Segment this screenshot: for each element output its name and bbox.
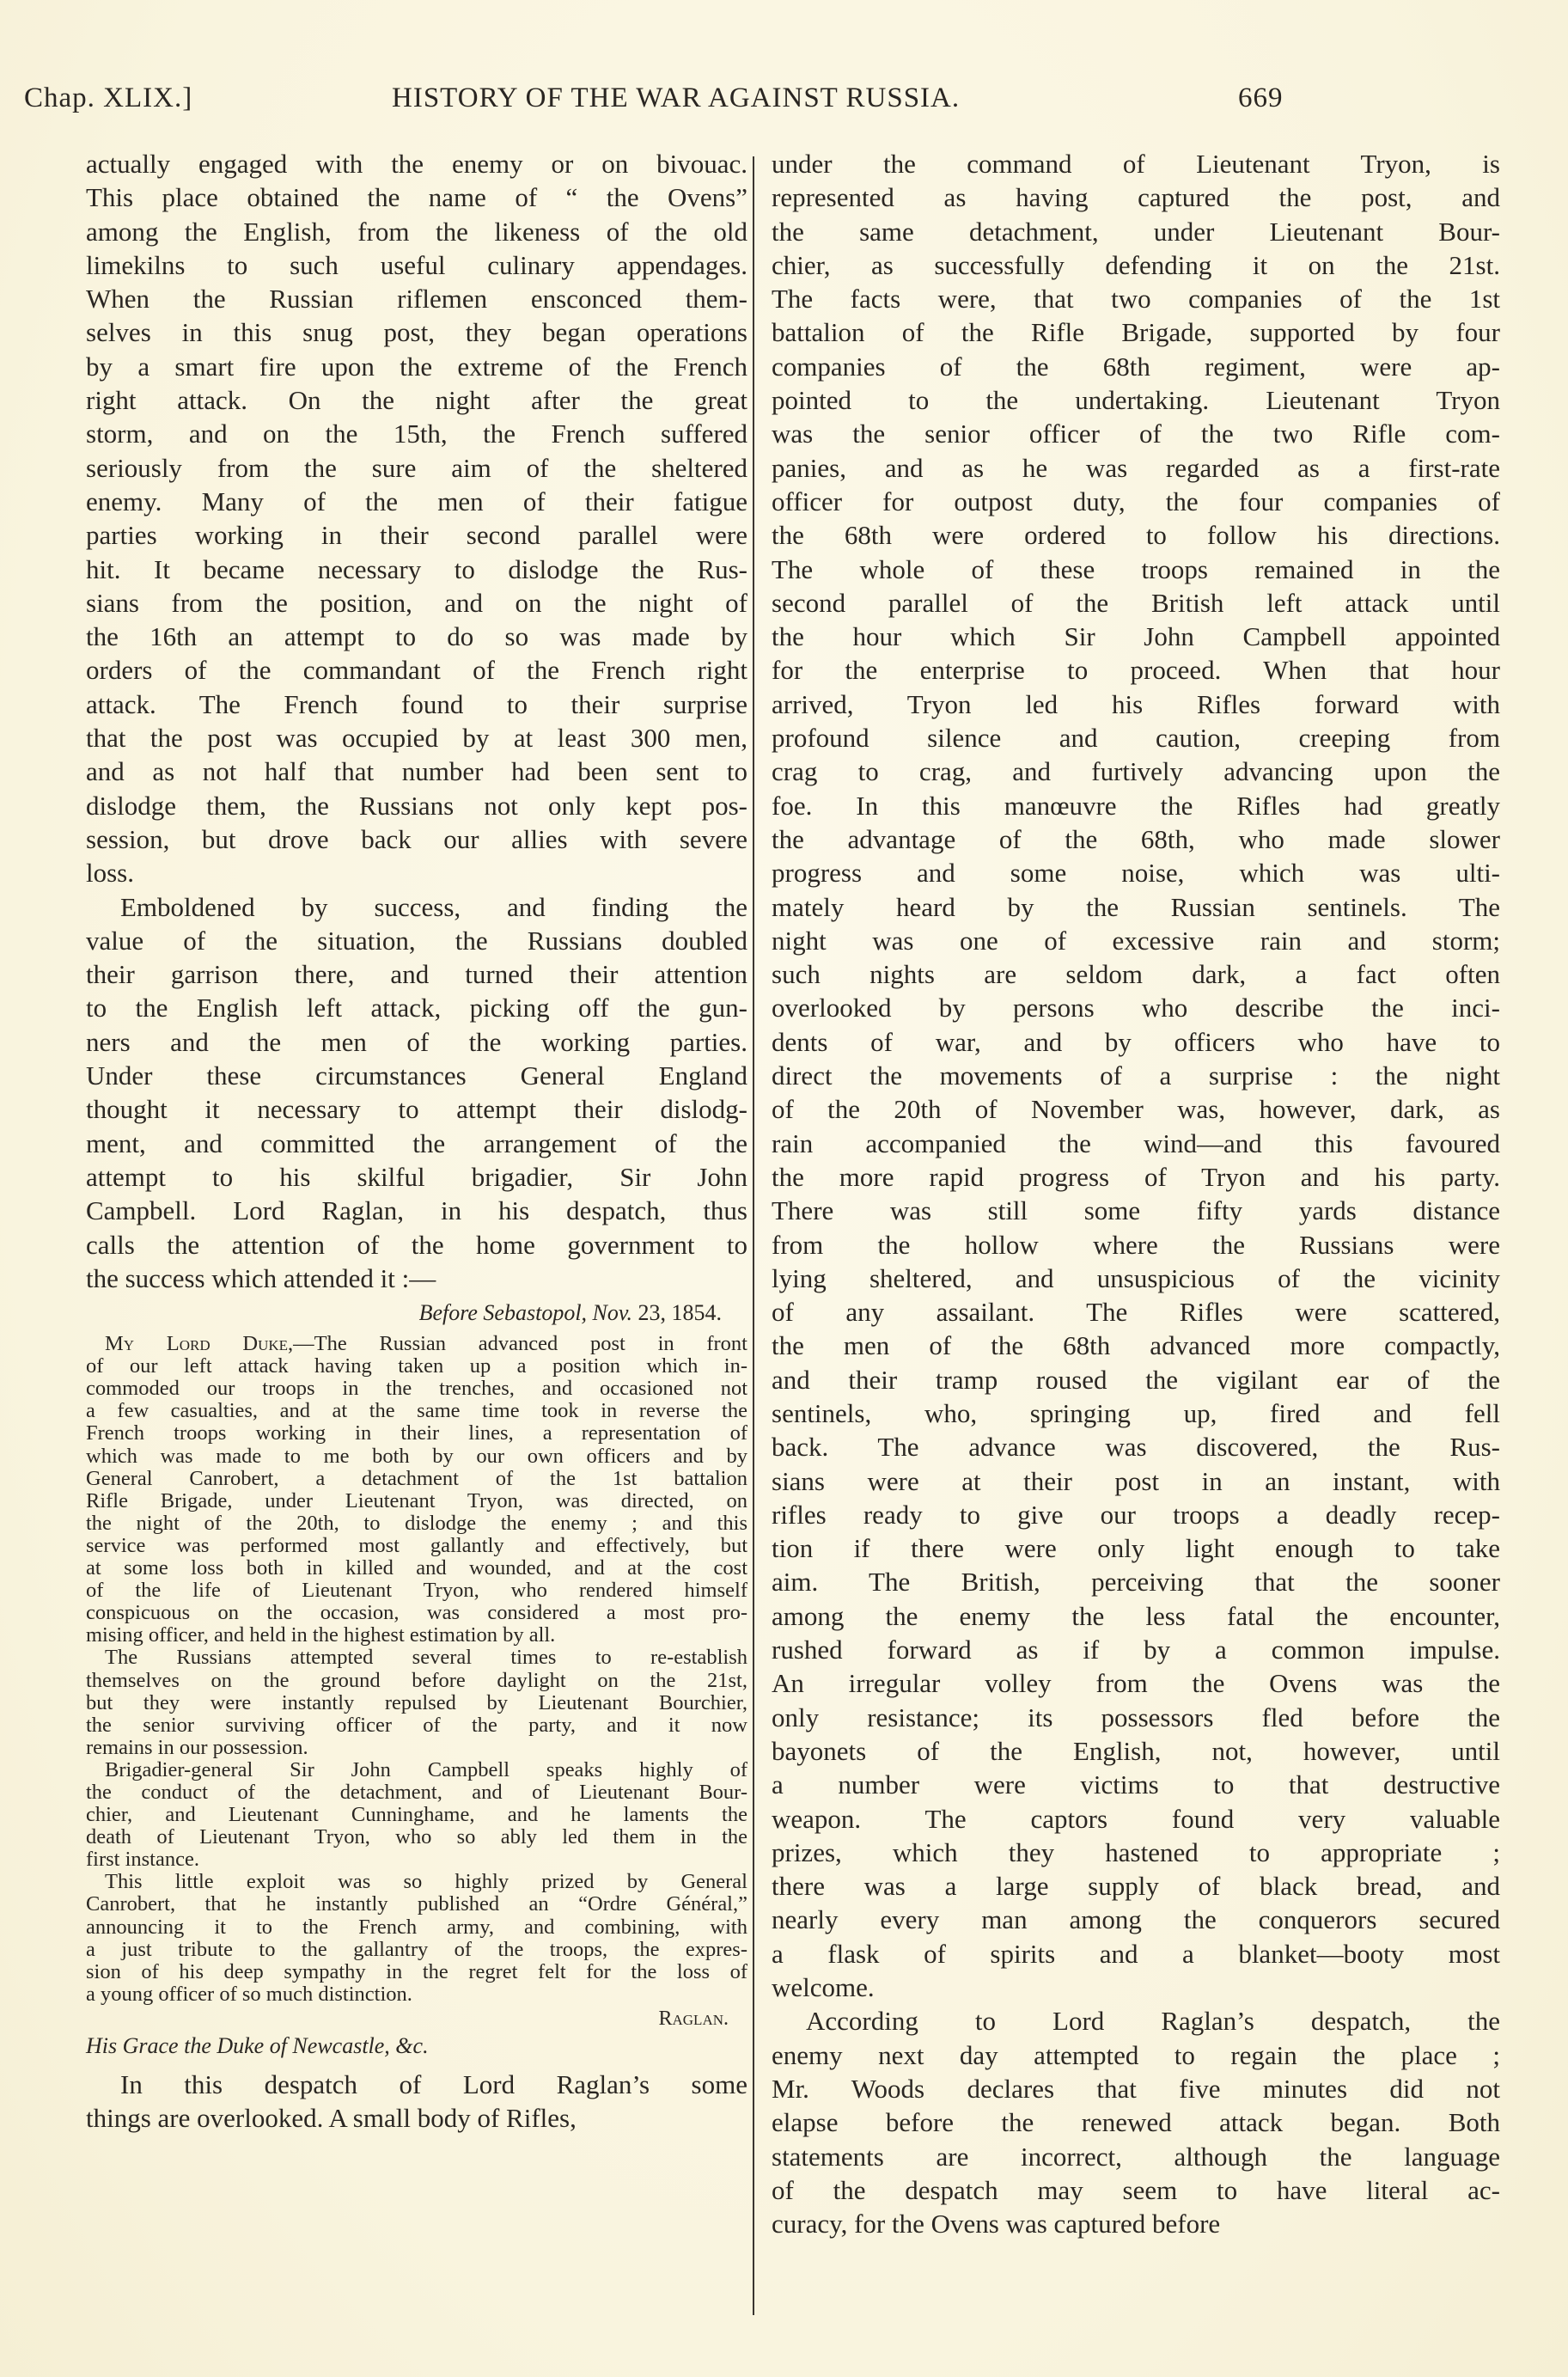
text-line: curacy, for the Ovens was captured before <box>772 2209 1221 2240</box>
text-line: foe. In this manœuvre the Rifles had greatly <box>772 790 1500 821</box>
text-line: the more rapid progress of Tryon and his party. <box>772 1161 1500 1192</box>
text-line-rest: —The Russian advanced post in front <box>293 1332 747 1356</box>
despatch-letter <box>86 1300 747 2059</box>
right-column <box>772 147 1500 2240</box>
text-line: by a smart fire upon the extreme of the French <box>86 351 747 382</box>
dateline-date: 23, 1854. <box>638 1300 722 1326</box>
text-line: a young officer of so much distinction. <box>86 1982 412 2006</box>
text-line: When the Russian riflemen ensconced them- <box>86 284 747 315</box>
text-line: hit. It became necessary to dislodge the Rus- <box>86 553 747 584</box>
running-title: HISTORY OF THE WAR AGAINST RUSSIA. <box>392 82 961 113</box>
text-line: The Russians attempted several times to re-establish <box>105 1646 747 1670</box>
text-line: sians from the position, and on the night of <box>86 587 747 618</box>
text-line: conspicuous on the occasion, was considered a most pro- <box>86 1601 747 1625</box>
letter-addressee: His Grace the Duke of Newcastle, &c. <box>86 2033 429 2058</box>
text-line: sentinels, who, springing up, fired and fell <box>772 1397 1500 1428</box>
text-line: actually engaged with the enemy or on bivouac. <box>86 149 747 179</box>
text-line: that the post was occupied by at least 300 men, <box>86 723 747 754</box>
text-line: a number were victims to that destructive <box>772 1769 1500 1800</box>
text-line: to the English left attack, picking off the gun- <box>86 993 747 1024</box>
text-line: right attack. On the night after the great <box>86 385 747 416</box>
text-line: An irregular volley from the Ovens was the <box>772 1668 1500 1699</box>
chapter-number: XLIX.] <box>103 82 193 113</box>
left-column <box>86 147 747 2136</box>
text-line: the success which attended it :— <box>86 1262 436 1293</box>
text-line: Emboldened by success, and finding the <box>120 891 747 922</box>
text-line: which was made to me both by our own officers and by <box>86 1444 747 1468</box>
text-line: their garrison there, and turned their attention <box>86 959 747 990</box>
text-line: rifles ready to give our troops a deadly recep- <box>772 1499 1500 1530</box>
text-line: second parallel of the British left attack until <box>772 587 1500 618</box>
text-line: under the command of Lieutenant Tryon, is <box>772 149 1500 179</box>
text-line: commoded our troops in the trenches, and occasioned not <box>86 1377 747 1401</box>
text-line: for the enterprise to proceed. When that hour <box>772 655 1500 686</box>
text-line: first instance. <box>86 1848 199 1872</box>
chapter-label <box>24 82 192 114</box>
text-line: such nights are seldom dark, a fact often <box>772 959 1500 990</box>
text-line: According to Lord Raglan’s despatch, the <box>806 2006 1500 2037</box>
text-line: death of Lieutenant Tryon, who so ably led them in the <box>86 1825 747 1849</box>
text-line: bayonets of the English, not, however, until <box>772 1735 1500 1766</box>
text-line: rushed forward as if by a common impulse. <box>772 1635 1500 1665</box>
text-line: panies, and as he was regarded as a first-rate <box>772 452 1500 483</box>
text-line: weapon. The captors found very valuable <box>772 1803 1500 1834</box>
text-line: crag to crag, and furtively advancing upon the <box>772 756 1500 787</box>
text-line: There was still some fifty yards distance <box>772 1195 1500 1226</box>
text-line: was the senior officer of the two Rifle com- <box>772 419 1500 449</box>
column-divider <box>753 156 754 2315</box>
text-line: aim. The British, perceiving that the sooner <box>772 1567 1500 1598</box>
text-line: of our left attack having taken up a position which in- <box>86 1354 747 1378</box>
text-line: the 68th were ordered to follow his directions. <box>772 520 1500 551</box>
text-line: lying sheltered, and unsuspicious of the vicinity <box>772 1262 1500 1293</box>
text-line: attack. The French found to their surprise <box>86 688 747 719</box>
text-line: seriously from the sure aim of the sheltered <box>86 452 747 483</box>
text-line: profound silence and caution, creeping from <box>772 723 1500 754</box>
text-line: dislodge them, the Russians not only kept pos- <box>86 790 747 821</box>
text-line: The whole of these troops remained in the <box>772 553 1500 584</box>
paragraph <box>772 147 1500 2004</box>
text-line: limekilns to such useful culinary appendages. <box>86 249 747 280</box>
text-line: ners and the men of the working parties. <box>86 1026 747 1057</box>
chapter-prefix: Chap. <box>24 82 95 113</box>
text-line: session, but drove back our allies with severe <box>86 823 747 854</box>
text-line: sion of his deep sympathy in the regret felt for the loss of <box>86 1959 747 1983</box>
text-line: a flask of spirits and a blanket—booty most <box>772 1938 1500 1969</box>
text-line: Brigadier-general Sir John Campbell speaks highly of <box>105 1757 747 1781</box>
text-line: chier, as successfully defending it on the 21st. <box>772 249 1500 280</box>
text-line: enemy. Many of the men of their fatigue <box>86 486 747 516</box>
text-line: a few casualties, and at the same time took in reverse the <box>86 1399 747 1423</box>
text-line: and as not half that number had been sent to <box>86 756 747 787</box>
text-line: announcing it to the French army, and combining, with <box>86 1915 747 1939</box>
text-line: orders of the commandant of the French right <box>86 655 747 686</box>
text-line: welcome. <box>772 1972 875 2003</box>
text-line: thought it necessary to attempt their dislodg- <box>86 1094 747 1125</box>
text-line: parties working in their second parallel were <box>86 520 747 551</box>
text-line: nearly every man among the conquerors secured <box>772 1904 1500 1935</box>
text-line: back. The advance was discovered, the Rus- <box>772 1432 1500 1463</box>
text-line: value of the situation, the Russians doubled <box>86 925 747 956</box>
text-line: chier, and Lieutenant Cunninghame, and he laments the <box>86 1803 747 1827</box>
text-line: only resistance; its possessors fled before the <box>772 1702 1500 1732</box>
text-line: enemy next day attempted to regain the place ; <box>772 2039 1500 2070</box>
text-line: mising officer, and held in the highest estimation by all. <box>86 1623 556 1647</box>
text-line: battalion of the Rifle Brigade, supported by four <box>772 317 1500 348</box>
text-line: Rifle Brigade, under Lieutenant Tryon, was directed, on <box>86 1488 747 1512</box>
text-line: and their tramp roused the vigilant ear of the <box>772 1364 1500 1395</box>
text-line: service was performed most gallantly and effectively, but <box>86 1533 747 1557</box>
text-line: pointed to the undertaking. Lieutenant Tryon <box>772 385 1500 416</box>
letter-paragraph <box>86 1647 747 1758</box>
text-line: night was one of excessive rain and storm; <box>772 925 1500 956</box>
text-line: Campbell. Lord Raglan, in his despatch, thus <box>86 1195 747 1226</box>
text-line: the senior surviving officer of the party, and it now <box>86 1713 747 1737</box>
text-line: there was a large supply of black bread, and <box>772 1871 1500 1902</box>
text-line: the men of the 68th advanced more compactly, <box>772 1330 1500 1361</box>
text-line: General Canrobert, a detachment of the 1st battalion <box>86 1466 747 1490</box>
text-line: the advantage of the 68th, who made slower <box>772 823 1500 854</box>
text-line: direct the movements of a surprise : the night <box>772 1060 1500 1091</box>
text-line: the same detachment, under Lieutenant Bour- <box>772 216 1500 247</box>
text-line: themselves on the ground before daylight on the 21st, <box>86 1668 747 1692</box>
text-line: overlooked by persons who describe the inci- <box>772 993 1500 1024</box>
text-line: progress and some noise, which was ulti- <box>772 858 1500 889</box>
text-line: statements are incorrect, although the language <box>772 2141 1500 2172</box>
text-line: from the hollow where the Russians were <box>772 1229 1500 1260</box>
text-line: among the English, from the likeness of the old <box>86 216 747 247</box>
page-number: 669 <box>1238 82 1284 113</box>
text-line: loss. <box>86 858 134 889</box>
paragraph <box>86 2068 747 2136</box>
text-line: mately heard by the Russian sentinels. The <box>772 891 1500 922</box>
text-line: tion if there were only light enough to take <box>772 1533 1500 1564</box>
paragraph <box>86 147 747 890</box>
text-line: represented as having captured the post, and <box>772 182 1500 213</box>
paragraph <box>772 2004 1500 2240</box>
text-line: selves in this snug post, they began operations <box>86 317 747 348</box>
text-line: of the 20th of November was, however, dark, as <box>772 1094 1500 1125</box>
text-line: arrived, Tryon led his Rifles forward with <box>772 688 1500 719</box>
letter-signature: Raglan. <box>658 2007 729 2030</box>
text-line: prizes, which they hastened to appropriate ; <box>772 1836 1500 1867</box>
dateline-place: Before Sebastopol, <box>418 1300 588 1326</box>
text-line: This little exploit was so highly prized by General <box>105 1870 747 1894</box>
text-line: storm, and on the 15th, the French suffered <box>86 419 747 449</box>
text-line: calls the attention of the home government to <box>86 1229 747 1260</box>
text-line: the 16th an attempt to do so was made by <box>86 621 747 652</box>
text-line: companies of the 68th regiment, were ap- <box>772 351 1500 382</box>
text-line: sians were at their post in an instant, with <box>772 1465 1500 1496</box>
text-line: the conduct of the detachment, and of Lieutenant Bour- <box>86 1780 747 1804</box>
letter-paragraph <box>86 1759 747 1871</box>
letter-paragraph <box>86 1871 747 2006</box>
text-line: Canrobert, that he instantly published an “Ordre Général,” <box>86 1892 747 1916</box>
text-line: of the despatch may seem to have literal ac- <box>772 2174 1500 2205</box>
text-line <box>86 1333 747 1355</box>
letter-dateline <box>86 1300 747 1326</box>
text-line: This place obtained the name of “ the Ovens” <box>86 182 747 213</box>
text-line: but they were instantly repulsed by Lieutenant Bourchier, <box>86 1690 747 1714</box>
text-line: ment, and committed the arrangement of the <box>86 1127 747 1158</box>
text-line: Mr. Woods declares that five minutes did not <box>772 2073 1500 2104</box>
text-line: the hour which Sir John Campbell appointed <box>772 621 1500 652</box>
text-line: the night of the 20th, to dislodge the enemy ; and this <box>86 1511 747 1535</box>
text-line: dents of war, and by officers who have to <box>772 1026 1500 1057</box>
text-line: The facts were, that two companies of the 1st <box>772 284 1500 315</box>
text-line: attempt to his skilful brigadier, Sir John <box>86 1161 747 1192</box>
text-line: Under these circumstances General England <box>86 1060 747 1091</box>
text-line: a just tribute to the gallantry of the troops, the expres- <box>86 1937 747 1961</box>
text-line: things are overlooked. A small body of Rifles, <box>86 2103 577 2134</box>
paragraph <box>86 890 747 1296</box>
letter-paragraph <box>86 1333 747 1647</box>
text-line: French troops working in their lines, a representation of <box>86 1421 747 1445</box>
text-line: elapse before the renewed attack began. Both <box>772 2107 1500 2138</box>
letter-salutation: My Lord Duke, <box>105 1332 294 1356</box>
dateline-month: Nov. <box>592 1300 632 1326</box>
text-line: In this despatch of Lord Raglan’s some <box>120 2069 747 2099</box>
text-line: officer for outpost duty, the four companies of <box>772 486 1500 516</box>
text-line: of any assailant. The Rifles were scattered, <box>772 1297 1500 1328</box>
text-line: rain accompanied the wind—and this favoured <box>772 1127 1500 1158</box>
text-line: of the life of Lieutenant Tryon, who rendered himself <box>86 1579 747 1603</box>
running-header <box>24 82 1284 125</box>
text-line: remains in our possession. <box>86 1735 308 1759</box>
text-line: among the enemy the less fatal the encounter, <box>772 1600 1500 1631</box>
text-line: at some loss both in killed and wounded, and at the cost <box>86 1556 747 1580</box>
